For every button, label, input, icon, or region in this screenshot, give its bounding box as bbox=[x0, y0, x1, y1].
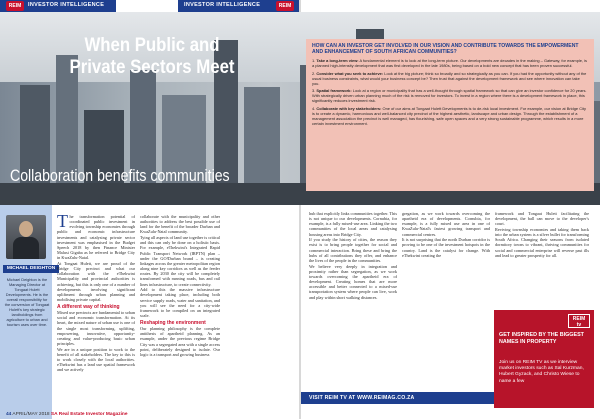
section-header-right bbox=[178, 0, 299, 12]
page-number: 44 bbox=[6, 412, 12, 417]
body-paragraph: It is not surprising that the north Durban corridor is proving to be one of the investment hotspots in the country. Land is the catalyst for change. With eThekwini creating the bbox=[402, 237, 490, 258]
intro-paragraph bbox=[57, 214, 135, 260]
item-number: 1. bbox=[312, 58, 316, 64]
author-bio: Michael Deighton is the Managing Director at Tongaat Hulett Developments. He is the overall responsibility for the conversion of Tongaat Hulett's key strategic landholdings from agriculture to urban and tourism uses over time. bbox=[4, 277, 50, 327]
investor-question-box bbox=[306, 39, 594, 191]
author-silhouette-body bbox=[13, 237, 39, 259]
article-title: When Public and Private Sectors Meet bbox=[69, 34, 235, 78]
body-paragraph: Mixed use precincts are fundamental to urban social and economic transformation. At its heart, the mixed nature of urban use is one of the single most transforming, uplifting, empowering, innovative, opportunity-creating and value-producing basic urban principles. bbox=[57, 310, 135, 347]
reim-tv-ad[interactable] bbox=[494, 310, 594, 408]
body-paragraph: If you study the history of cities, the reason they exist is to bring people together for social and commercial interaction. Bring these and bring the hubs of all contributions they offer, and enhance the lives of the people in the communities. bbox=[309, 237, 397, 263]
section-tag-left: INVESTOR INTELLIGENCE bbox=[28, 2, 105, 8]
ad-logo-line2: tv bbox=[576, 322, 582, 328]
body-column-1 bbox=[57, 214, 135, 410]
body-paragraph: Tying all aspects of land use together is critical and this can only be done on a holistic basis. For example, eThekwini's Integrated Rapid Public Transport Network (IRPTN) plan – under the GO!Durban brand – is creating linkages across the greater metropolitan region along nine key corridors as well as the feeder routes. By 2030 the city will be completely transformed with running roads, bus and rail lines infrastructure, to create connectivity. bbox=[140, 235, 220, 287]
body-paragraph: We believe very deeply in integration and proximity rather than segregation, as we work towards overcoming the apartheid era of development. Creating homes that are more accessible and better connected to a mixed-use transportation system where people can live, work and play within short walking distances. bbox=[309, 263, 397, 300]
body-paragraph: At Tongaat Hulett, we are proud of the Bridge City precinct and what our collaboration with the eThekwini Municipality and provincial authorities is achieving, but this is only one of a number of developments involving significant upliftment through urban planning and mobilising private capital. bbox=[57, 260, 135, 302]
ad-text: Join us on REIM TV as we interview market investors such as Sal Kurzman, Hubert Gyzack, and Christo Wiese to name a few bbox=[499, 360, 584, 384]
page-footer bbox=[6, 410, 166, 419]
item-number: 4. bbox=[312, 105, 316, 111]
item-number: 2. bbox=[312, 70, 316, 76]
question-item bbox=[312, 58, 588, 68]
intro-text: he transformation potential of coordinated public investment in evolving township economies through public and economic infrastructure investments and catalysing private sector investment was emphasised in the Budget Speech 2018 by then Finance Minister Malusi Gigaba as he referred to Bridge City in KwaZulu-Natal. bbox=[57, 214, 135, 261]
reim-tv-logo bbox=[568, 314, 590, 328]
body-column-5 bbox=[495, 211, 589, 307]
ad-heading: GET INSPIRED BY THE BIGGEST NAMES IN PROPERTY bbox=[499, 332, 584, 345]
section-header-left bbox=[0, 0, 116, 12]
body-paragraph: We are in a unique position to work to the benefit of all stakeholders. The key to this is to work closely with the local authorities. eThekwini has a land use spatial framework and we actively bbox=[57, 346, 135, 373]
question-item bbox=[312, 88, 588, 103]
body-paragraph: framework and Tongaat Hulett facilitating the development, the ball can move to the developer's court. bbox=[495, 211, 589, 227]
reim-logo: REIM bbox=[6, 1, 24, 11]
author-photo bbox=[6, 215, 46, 259]
item-text: A fundamental element is to look at the long-term picture. Our developments are decades in the making – Gateway, for example, is a planned high-intensity development that was first developed in the late 1980s, being based on a bold new concept that has been proven successful. bbox=[312, 58, 587, 69]
body-column-2 bbox=[140, 214, 220, 410]
visit-reim-link[interactable]: VISIT REIM TV AT WWW.REIMAG.CO.ZA bbox=[301, 392, 494, 404]
author-panel bbox=[0, 205, 56, 419]
item-lead: Consider what you seek to achieve: bbox=[316, 70, 384, 76]
reim-logo: REIM bbox=[276, 1, 294, 11]
body-column-3 bbox=[309, 211, 397, 409]
drop-cap: T bbox=[57, 214, 68, 231]
section-tag-right: INVESTOR INTELLIGENCE bbox=[184, 2, 261, 8]
item-text: Look at a region or municipality that has a well-thought through spatial framework so that can give an investor confidence for 20 years. With strategically driven urban planning much of the risk is removed for investors. To invest in a region where there is a development framework in place, this significantly reduces investment risk. bbox=[312, 88, 587, 104]
item-lead: Take a long-term view: bbox=[316, 58, 359, 64]
subheading: A different way of thinking bbox=[57, 303, 120, 310]
ad-logo-line1: REIM bbox=[572, 316, 586, 322]
item-text: One of our aims at Tongaat Hulett Developments is to de-risk local investment. For example, our vision at Bridge City is to create a dynamic, harmonious and well-balanced city precinct of the highest aesthetic, landscape and urban design. Through the establishment of a management association the precinct is well managed, has flourishing, safe open spaces and a very strong sustainable programme, which results in a more certain investment environment. bbox=[312, 105, 586, 126]
author-silhouette-head bbox=[19, 221, 33, 237]
subheading: Reshaping the environment bbox=[140, 319, 206, 326]
body-paragraph: gregation, as we work towards overcoming the apartheid era of developments. Cornubia, for example, is a fully mixed use area in one of KwaZulu-Natal's fastest growing transport and commercial centres. bbox=[402, 211, 490, 237]
body-paragraph: Reviving township economies and taking them back into the urban system is a silver bullet for transforming South Africa. Changing their seasons from isolated dormitory towns to vibrant, thriving communities for social and commercial enterprise will reverse past ills and lead to greater prosperity for all. bbox=[495, 226, 589, 258]
body-paragraph: collaborate with the municipality and other authorities to address the best possible use of land for the benefit of the broader Durban and KwaZulu-Natal community. bbox=[140, 214, 220, 235]
question-item bbox=[312, 71, 588, 86]
item-text: Look at the big picture; think so broadly and so strategically as you can. If you had the opportunity without any of the usual business constraints, what would your business concept be? Then trust that against the development framework and see where innovation can take you. bbox=[312, 70, 587, 86]
issue-date: APRIL/MAY 2018 bbox=[12, 412, 50, 417]
item-number: 3. bbox=[312, 88, 316, 94]
magazine-brand: SA Real Estate Investor Magazine bbox=[50, 412, 128, 417]
article-subtitle: Collaboration benefits communities bbox=[10, 166, 230, 185]
body-paragraph: hub that explicitly links communities together. This is not unique to our developments. Cornubia, for example, is a fully mixed-use area. Linking the two communities of the local areas and catalysing housing areas into Bridge City. bbox=[309, 211, 397, 237]
body-paragraph: Our planning philosophy is the complete antithesis of apartheid planning. As an example, under the previous regime Bridge City was a segregated area with a single access point, deliberately designed to isolate. Our logic is a transport and growing business bbox=[140, 326, 220, 357]
author-name: MICHAEL DEIGHTON bbox=[3, 265, 59, 273]
item-lead: Spatial framework: bbox=[316, 88, 352, 94]
item-lead: Collaborate with key stakeholders: bbox=[316, 105, 382, 111]
body-paragraph: Add to this the massive infrastructure development taking place, including both service supply roads, water and sanitation, and you will see the need for a city-wide framework to be compiled on an integrated scale. bbox=[140, 287, 220, 318]
question-heading: HOW CAN AN INVESTOR GET INVOLVED IN OUR VISION AND CONTRIBUTE TOWARDS THE EMPOWERMENT AND ENHANCEMENT OF SOUTH AFRICAN COMMUNITIES? bbox=[312, 43, 579, 56]
question-item bbox=[312, 106, 588, 126]
body-column-4 bbox=[402, 211, 490, 409]
